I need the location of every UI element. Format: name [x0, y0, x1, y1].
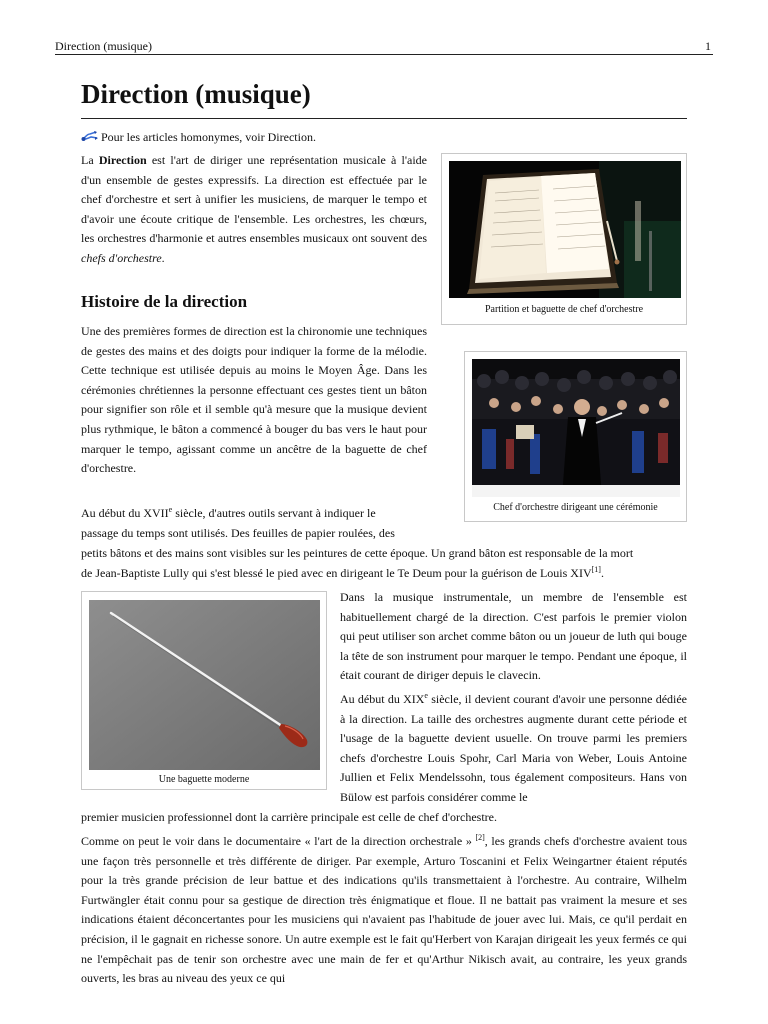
text-run: Au début du XVII	[81, 506, 169, 520]
reference-1[interactable]: [1]	[591, 565, 601, 574]
text-run: de Jean-Baptiste Lully qui s'est blessé le pied avec en dirigeant le Te Deum pour la guérison de Louis XIV	[81, 566, 592, 580]
history-paragraph-2-line-4	[81, 564, 687, 584]
intro-end: .	[161, 250, 165, 265]
ceremony-caption: Chef d'orchestre dirigeant une cérémonie	[493, 502, 658, 513]
intro-italic: chefs d'orchestre	[81, 250, 162, 265]
text-run: Au début du XIX	[340, 692, 425, 706]
ceremony-photo	[472, 359, 680, 497]
score-caption: Partition et baguette de chef d'orchestre	[484, 304, 644, 315]
header-divider	[55, 54, 713, 55]
history-paragraph-1: Une des premières formes de direction est la chironomie une techniques de gestes des mains et des doigts pour indiquer la forme de la mélodie. Cette technique est utilisée depuis au moins le Moyen Âge. Dans les cérémonies chrétiennes la personne effectuant ces gestes tient un bâton pour signifier son rôle et il semble qu'à mesure que la musique devient plus rythmique, le bâton a commencé à bouger du bas vers le haut pour marquer le tempo, agissant comme un ancêtre de la baguette de chef d'orchestre.	[81, 324, 427, 476]
reference-2[interactable]: [2]	[475, 833, 485, 842]
intro-pre: La	[81, 153, 99, 167]
running-header	[55, 38, 713, 54]
baton-photo	[89, 600, 320, 770]
superscript: e	[424, 691, 428, 700]
text-run: siècle, d'autres outils servant à indiquer le	[172, 506, 376, 520]
documentary-paragraph	[81, 832, 687, 989]
history-paragraph-2-line-2: passage du temps sont utilisés. Des feuilles de papier roulées, des	[81, 526, 395, 540]
baton-caption: Une baguette moderne	[158, 774, 250, 785]
disambiguation-icon	[81, 130, 99, 142]
text-run: .	[600, 566, 604, 580]
superscript: e	[168, 505, 173, 514]
page-number: 1	[705, 39, 711, 53]
text-run: Comme on peut le voir dans le documentaire « l'art de la direction orchestrale »	[81, 834, 476, 848]
disambiguation-text: Pour les articles homonymes, voir Direction.	[101, 130, 316, 144]
text-run: , les grands chefs d'orchestre avaient tous une façon très personnelle et très différente de diriger. Par exemple, Arturo Toscanini et Felix Weingartner étaient réputés pour la très grande précision de leur battue et des indications qu'ils transmettaient à l'orchestre. Au contraire, Wilhelm Furtwängler était connu pour sa gestique de direction très énigmatique et floue. Il ne battait pas vraiment la mesure et ses indications étaient déconcertantes pour les musiciens qui n'avaient pas l'habitude de jouer avec lui. Mais, ce qu'il perdait en précision, il le gagnait en richesse sonore. Un autre exemple est le fait qu'Herbert von Karajan dirigeait les yeux fermés ce qui ne l'empêchait pas de tenir son orchestre avec une main de fer et qu'Arthur Nikisch avait, au contraire, les yeux grands ouverts, les bras au niveau des yeux ce qui	[81, 834, 687, 986]
history-paragraph-2-line-1	[81, 504, 427, 524]
figure-baton	[81, 591, 327, 790]
disambiguation-note	[81, 129, 316, 146]
xix-century-paragraph	[340, 690, 687, 808]
section-heading-history: Histoire de la direction	[81, 292, 248, 311]
instrumental-paragraph: Dans la musique instrumentale, un membre de l'ensemble est habituellement chargé de la direction. C'est parfois le premier violon qui peut utiliser son archet comme bâton ou un joueur de luth qui bouge la tête de son instrument pour marquer le tempo. Pendant une époque, il était courant de diriger depuis le clavecin.	[340, 590, 687, 683]
figure-ceremony	[464, 351, 687, 522]
figure-score	[441, 153, 687, 325]
score-photo	[449, 161, 681, 298]
article-title: Direction (musique)	[81, 79, 311, 109]
xix-century-paragraph-last-line: premier musicien professionnel dont la carrière principale est celle de chef d'orchestre.	[81, 810, 497, 824]
title-divider	[81, 118, 687, 119]
intro-paragraph	[81, 151, 427, 269]
running-title: Direction (musique)	[55, 39, 152, 53]
text-run: siècle, il devient courant d'avoir une personne dédiée à la direction. La taille des orchestres augmente durant cette période et l'usage de la baguette devient usuelle. On trouve parmi les premiers chefs d'orchestre Louis Spohr, Carl Maria von Weber, Louis Antoine Jullien et Felix Mendelssohn, tous également compositeurs. Hans von Bülow est parfois considérer comme le	[340, 692, 688, 804]
intro-body: est l'art de diriger une représentation musicale à l'aide d'un ensemble de gestes expressifs. La direction est effectuée par le chef d'orchestre et sert à unifier les musiciens, de marquer le tempo et d'avoir une écoute critique de l'ensemble. Les orchestres, les chœurs, les orchestres d'harmonie et autres ensembles musicaux ont souvent des	[81, 153, 427, 246]
history-paragraph-2-line-3: petits bâtons et des mains sont visibles sur les peintures de cette époque. Un grand bâton est responsable de la mort	[81, 546, 634, 560]
intro-term: Direction	[98, 153, 147, 167]
